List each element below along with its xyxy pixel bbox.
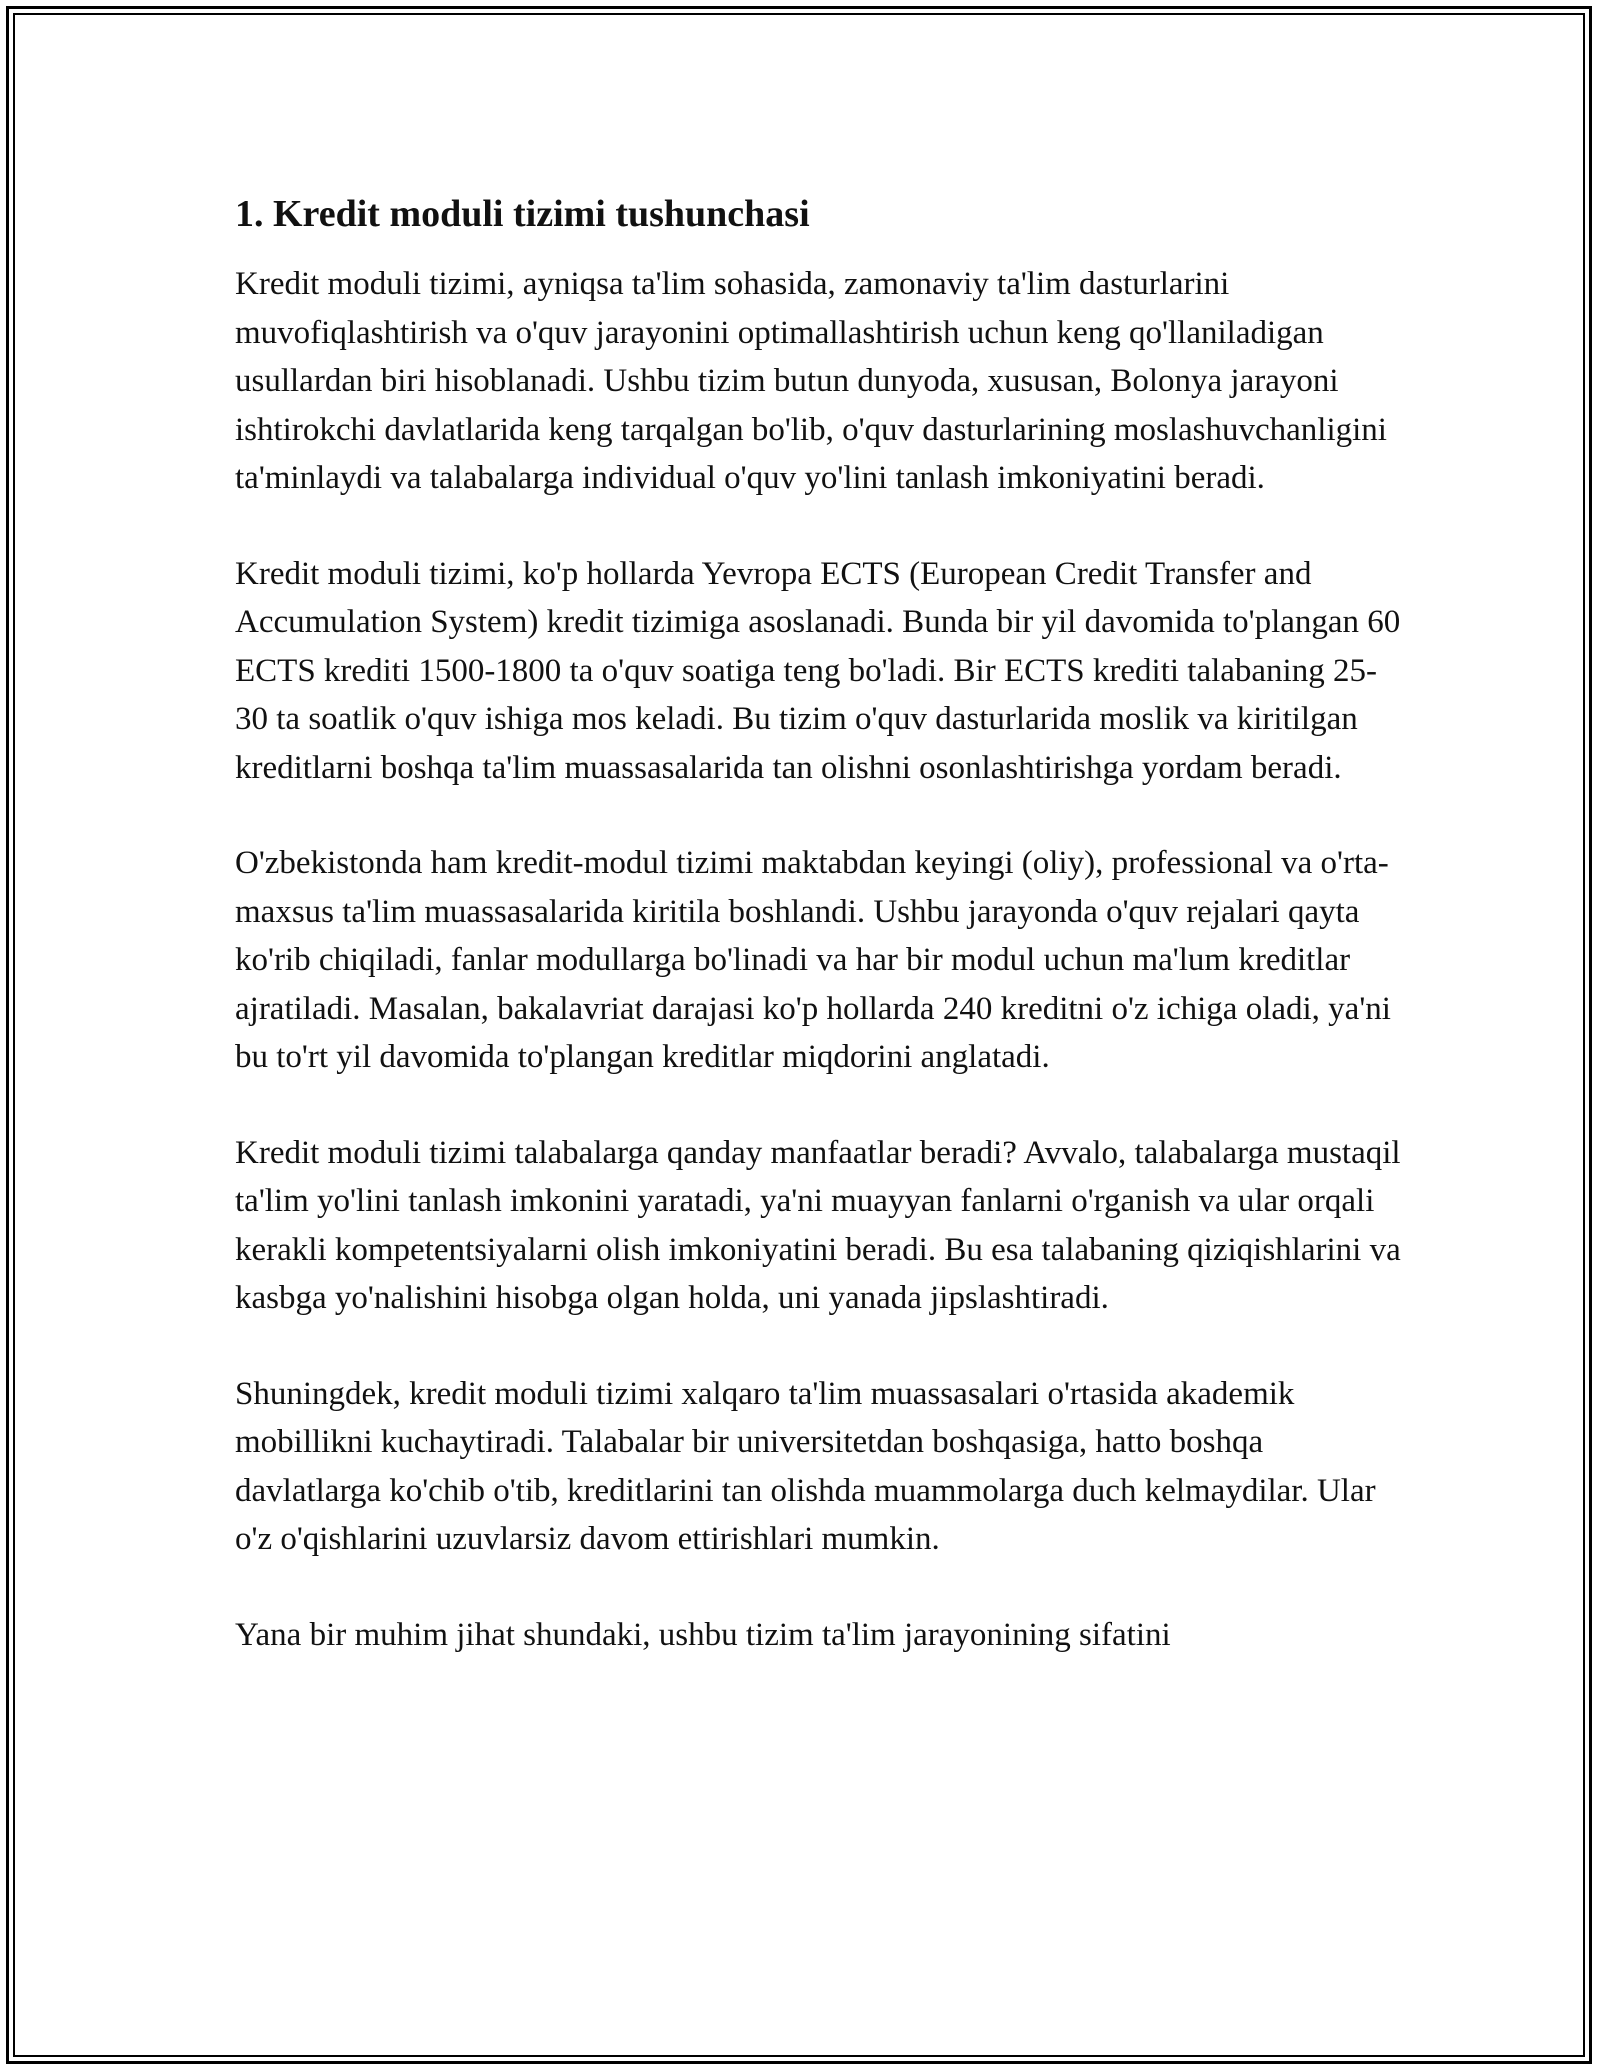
- section-heading: 1. Kredit moduli tizimi tushunchasi: [235, 193, 810, 235]
- document-body: [235, 190, 1405, 1706]
- paragraph-2: Kredit moduli tizimi, ko'p hollarda Yevropa ECTS (European Credit Transfer and Accumulation System) kredit tizimiga asoslanadi. Bunda bir yil davomida to'plangan 60 ECTS krediti 1500-1800 ta o'quv soatiga teng bo'ladi. Bir ECTS krediti talabaning 25-30 ta soatlik o'quv ishiga mos keladi. Bu tizim o'quv dasturlarida moslik va kiritilgan kreditlarni boshqa ta'lim muassasalarida tan olishni osonlashtirishga yordam beradi.: [235, 555, 1401, 786]
- paragraph-1: Kredit moduli tizimi, ayniqsa ta'lim sohasida, zamonaviy ta'lim dasturlarini muvofiqlashtirish va o'quv jarayonini optimallashtirish uchun keng qo'llaniladigan usullardan biri hisoblanadi. Ushbu tizim butun dunyoda, xususan, Bolonya jarayoni ishtirokchi davlatlarida keng tarqalgan bo'lib, o'quv dasturlarining moslashuvchanligini ta'minlaydi va talabalarga individual o'quv yo'lini tanlash imkoniyatini beradi.: [235, 266, 1387, 496]
- paragraph-3: O'zbekistonda ham kredit-modul tizimi maktabdan keyingi (oliy), professional va o'rta-maxsus ta'lim muassasalarida kiritila boshlandi. Ushbu jarayonda o'quv rejalari qayta ko'rib chiqiladi, fanlar modullarga bo'linadi va har bir modul uchun ma'lum kreditlar ajratiladi. Masalan, bakalavriat darajasi ko'p hollarda 240 kreditni o'z ichiga oladi, ya'ni bu to'rt yil davomida to'plangan kreditlar miqdorini anglatadi.: [235, 845, 1391, 1075]
- paragraph-5: Shuningdek, kredit moduli tizimi xalqaro ta'lim muassasalari o'rtasida akademik mobillikni kuchaytiradi. Talabalar bir universitetdan boshqasiga, hatto boshqa davlatlarga ko'chib o'tib, kreditlarini tan olishda muammolarga duch kelmaydilar. Ular o'z o'qishlarini uzuvlarsiz davom ettirishlari mumkin.: [235, 1375, 1376, 1557]
- paragraph-6: Yana bir muhim jihat shundaki, ushbu tizim ta'lim jarayonining sifatini: [235, 1616, 1171, 1653]
- paragraph-4: Kredit moduli tizimi talabalarga qanday manfaatlar beradi? Avvalo, talabalarga mustaqil ta'lim yo'lini tanlash imkonini yaratadi, ya'ni muayyan fanlarni o'rganish va ular orqali kerakli kompetentsiyalarni olish imkoniyatini beradi. Bu esa talabaning qiziqishlarini va kasbga yo'nalishini hisobga olgan holda, uni yanada jipslashtiradi.: [235, 1134, 1401, 1316]
